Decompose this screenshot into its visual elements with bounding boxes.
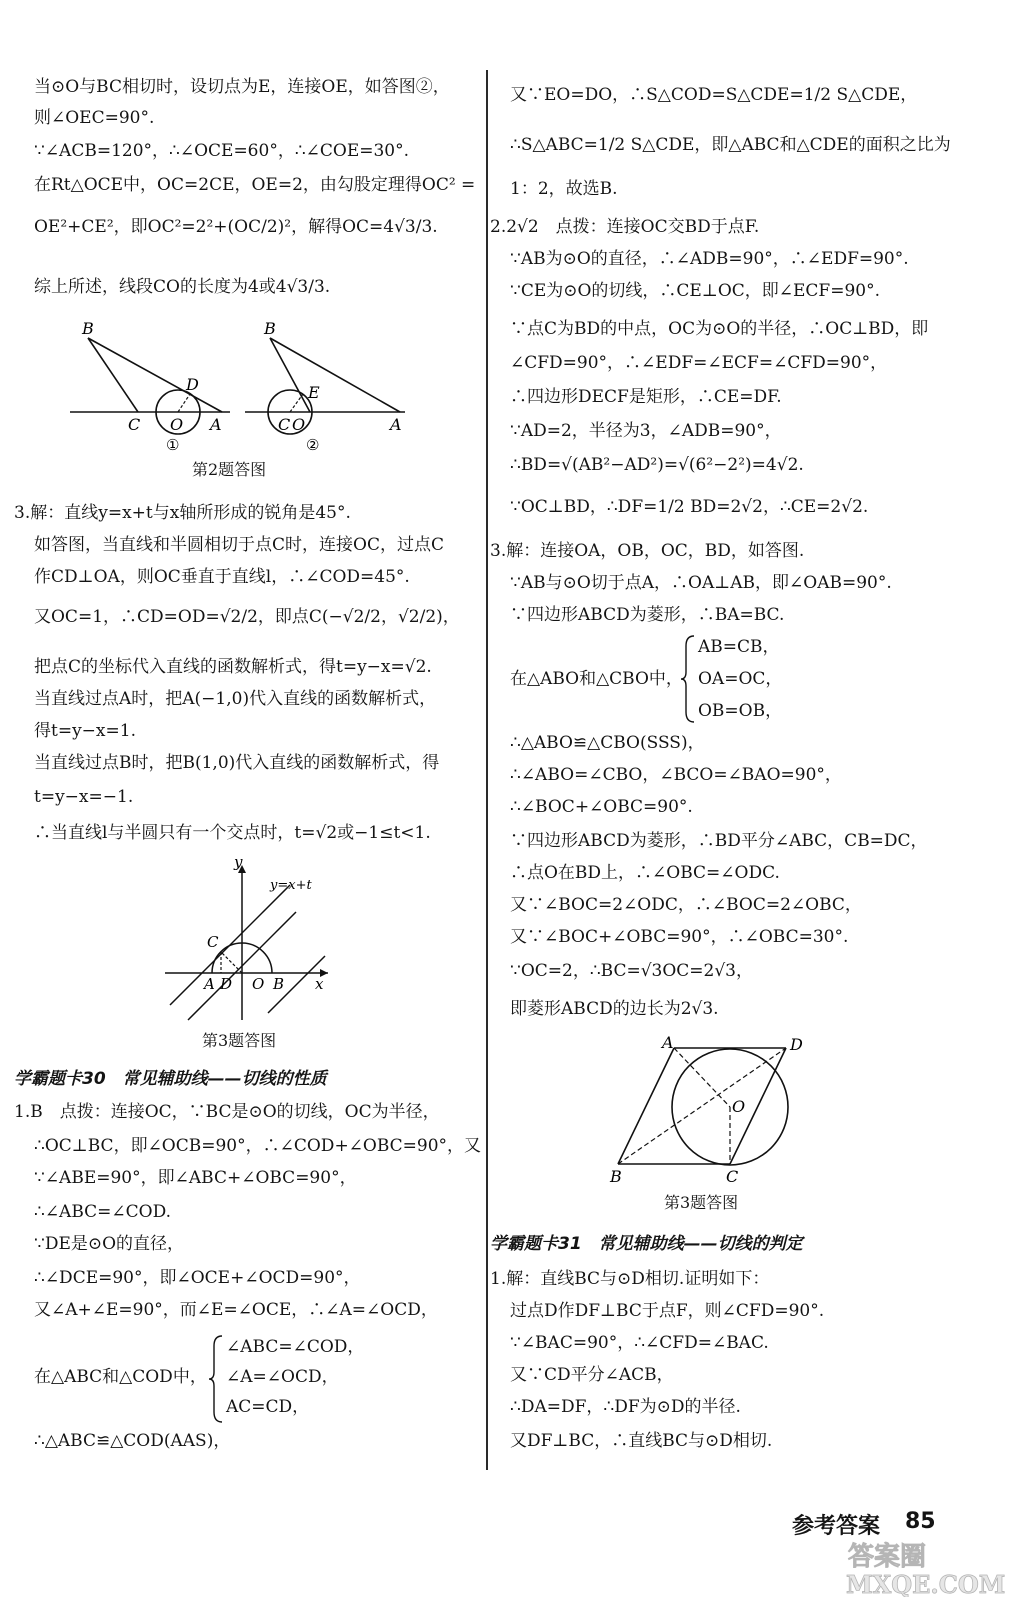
- text-line: ∴S△ABC=1/2 S△CDE，即△ABC和△CDE的面积之比为: [510, 135, 951, 155]
- text-line: 过点D作DF⊥BC于点F，则∠CFD=90°.: [510, 1301, 825, 1321]
- text-line: 即菱形ABCD的边长为2√3.: [510, 999, 719, 1019]
- system-line: AC=CD，: [226, 1397, 310, 1417]
- text-line: ∴BD=√(AB²−AD²)=√(6²−2²)=4√2.: [510, 455, 804, 475]
- text-line: ∵CE为⊙O的切线，∴CE⊥OC，即∠ECF=90°.: [510, 281, 880, 301]
- label-O: O: [252, 975, 265, 993]
- text-line: ∴当直线l与半圆只有一个交点时，t=√2或−1≤t<1.: [34, 823, 431, 843]
- text-line: 又∵∠BOC=2∠ODC，∴∠BOC=2∠OBC，: [510, 895, 862, 915]
- text-line: 则∠OEC=90°.: [34, 108, 155, 128]
- column-divider: [486, 70, 488, 1470]
- brace-icon: [680, 634, 696, 724]
- label-B: B: [82, 319, 94, 338]
- text-line: ∠CFD=90°，∴∠EDF=∠ECF=∠CFD=90°，: [510, 353, 888, 373]
- text-line: ∴△ABO≌△CBO(SSS)，: [510, 733, 705, 753]
- text-line: 当直线过点B时，把B(1,0)代入直线的函数解析式，得: [34, 753, 440, 773]
- text-line: 当直线过点A时，把A(−1,0)代入直线的函数解析式，: [34, 689, 437, 709]
- text-line: 在Rt△OCE中，OC=2CE，OE=2，由勾股定理得OC² =: [34, 175, 476, 195]
- label-O: O: [170, 415, 184, 434]
- brace-icon: [208, 1334, 224, 1424]
- text-line: 又∵EO=DO，∴S△COD=S△CDE=1/2 S△CDE，: [510, 85, 918, 105]
- text-line: ∵四边形ABCD为菱形，∴BD平分∠ABC，CB=DC，: [510, 831, 928, 851]
- label-O: O: [292, 415, 306, 434]
- text-line: ∵AB与⊙O切于点A，∴OA⊥AB，即∠OAB=90°.: [510, 573, 892, 593]
- text-line: ∴∠ABC=∠COD.: [34, 1202, 172, 1222]
- label-C: C: [128, 415, 141, 434]
- system-line: ∠ABC=∠COD，: [226, 1337, 365, 1357]
- system-lead: 在△ABO和△CBO中，: [510, 669, 683, 689]
- label-B: B: [273, 975, 285, 993]
- text-line: 得t=y−x=1.: [34, 721, 136, 741]
- footer-label: 参考答案: [792, 1514, 881, 1539]
- text-line: ∵点C为BD的中点，OC为⊙O的半径，∴OC⊥BD，即: [510, 319, 929, 339]
- label-fig-2: ②: [306, 436, 320, 454]
- text-line: 3.解：连接OA，OB，OC，BD，如答图.: [490, 541, 805, 561]
- text-line: 作CD⊥OA，则OC垂直于直线l，∴∠COD=45°.: [34, 567, 410, 587]
- text-line: ∵∠BAC=90°，∴∠CFD=∠BAC.: [510, 1333, 769, 1353]
- watermark-url: MXQE.COM: [846, 1570, 1006, 1597]
- text-line: ∵∠ABE=90°，即∠ABC+∠OBC=90°，: [34, 1168, 357, 1188]
- figure-q3: [160, 855, 340, 1025]
- label-E: E: [308, 383, 320, 402]
- text-line: ∴DA=DF，∴DF为⊙D的半径.: [510, 1397, 741, 1417]
- system-line: OB=OB，: [698, 701, 783, 721]
- label-C: C: [278, 415, 291, 434]
- section-heading-30: 学霸题卡30 常见辅助线——切线的性质: [14, 1069, 327, 1089]
- text-line: 如答图，当直线和半圆相切于点C时，连接OC，过点C: [34, 535, 444, 555]
- text-line: 2.2√2 点拨：连接OC交BD于点F.: [490, 217, 760, 237]
- watermark-text: 答案圈: [848, 1542, 927, 1572]
- label-A: A: [210, 415, 222, 434]
- text-line: 又∠A+∠E=90°，而∠E=∠OCE，∴∠A=∠OCD，: [34, 1300, 438, 1320]
- text-line: 综上所述，线段CO的长度为4或4√3/3.: [34, 277, 331, 297]
- text-line: ∴点O在BD上，∴∠OBC=∠ODC.: [510, 863, 780, 883]
- label-D: D: [186, 375, 199, 394]
- label-A: A: [204, 975, 215, 993]
- text-line: 又∵CD平分∠ACB，: [510, 1365, 674, 1385]
- label-O: O: [732, 1097, 746, 1116]
- text-line: 1：2，故选B.: [510, 179, 618, 199]
- figure-caption: 第2题答图: [192, 460, 267, 479]
- label-fig-1: ①: [166, 436, 180, 454]
- text-line: 又DF⊥BC，∴直线BC与⊙D相切.: [510, 1431, 773, 1451]
- label-B: B: [264, 319, 276, 338]
- section-heading-31: 学霸题卡31 常见辅助线——切线的判定: [490, 1234, 803, 1254]
- text-line: ∴四边形DECF是矩形，∴CE=DF.: [510, 387, 782, 407]
- label-A: A: [390, 415, 402, 434]
- label-x: x: [315, 975, 324, 993]
- text-line: ∵AD=2，半径为3，∠ADB=90°，: [510, 421, 782, 441]
- figure-q2: [60, 318, 420, 458]
- watermark-logo: [828, 1535, 1023, 1597]
- text-line: ∵AB为⊙O的直径，∴∠ADB=90°，∴∠EDF=90°.: [510, 249, 909, 269]
- figure-rhombus: [602, 1036, 822, 1186]
- text-line: ∵四边形ABCD为菱形，∴BA=BC.: [510, 605, 785, 625]
- text-line: ∴∠DCE=90°，即∠OCE+∠OCD=90°，: [34, 1268, 361, 1288]
- text-line: ∴△ABC≌△COD(AAS)，: [34, 1431, 231, 1451]
- system-line: ∠A=∠OCD，: [226, 1367, 339, 1387]
- system-line: AB=CB，: [698, 637, 780, 657]
- label-C: C: [207, 933, 219, 951]
- text-line: 1.解：直线BC与⊙D相切.证明如下：: [490, 1269, 770, 1289]
- text-line: 3.解：直线y=x+t与x轴所形成的锐角是45°.: [14, 503, 351, 523]
- label-y: y: [234, 855, 243, 871]
- text-line: t=y−x=−1.: [34, 787, 134, 807]
- figure-caption: 第3题答图: [664, 1193, 739, 1212]
- text-line: ∴∠BOC+∠OBC=90°.: [510, 797, 693, 817]
- text-line: 又OC=1，∴CD=OD=√2/2，即点C(−√2/2，√2/2)，: [34, 607, 460, 627]
- text-line: ∵OC=2，∴BC=√3OC=2√3，: [510, 961, 753, 981]
- text-line: ∴∠ABO=∠CBO，∠BCO=∠BAO=90°，: [510, 765, 842, 785]
- text-line: ∴OC⊥BC，即∠OCB=90°，∴∠COD+∠OBC=90°，又: [34, 1136, 482, 1156]
- label-B: B: [610, 1167, 622, 1186]
- text-line: 又∵∠BOC+∠OBC=90°，∴∠OBC=30°.: [510, 927, 849, 947]
- label-A: A: [662, 1036, 674, 1052]
- label-line-eq: y=x+t: [270, 878, 312, 893]
- text-line: ∵∠ACB=120°，∴∠OCE=60°，∴∠COE=30°.: [34, 141, 410, 161]
- label-D: D: [220, 975, 233, 993]
- text-line: 把点C的坐标代入直线的函数解析式，得t=y−x=√2.: [34, 657, 432, 677]
- label-C: C: [726, 1167, 739, 1186]
- system-lead: 在△ABC和△COD中，: [34, 1367, 207, 1387]
- figure-caption: 第3题答图: [202, 1031, 277, 1050]
- text-line: OE²+CE²，即OC²=2²+(OC/2)²，解得OC=4√3/3.: [34, 217, 438, 237]
- text-line: ∵OC⊥BD，∴DF=1/2 BD=2√2，∴CE=2√2.: [510, 497, 869, 517]
- text-line: ∵DE是⊙O的直径，: [34, 1234, 185, 1254]
- text-line: 当⊙O与BC相切时，设切点为E，连接OE，如答图②，: [34, 77, 450, 97]
- text-line: 1.B 点拨：连接OC，∵BC是⊙O的切线，OC为半径，: [14, 1102, 440, 1122]
- label-D: D: [790, 1036, 803, 1054]
- page-number: 85: [905, 1509, 936, 1534]
- system-line: OA=OC，: [698, 669, 783, 689]
